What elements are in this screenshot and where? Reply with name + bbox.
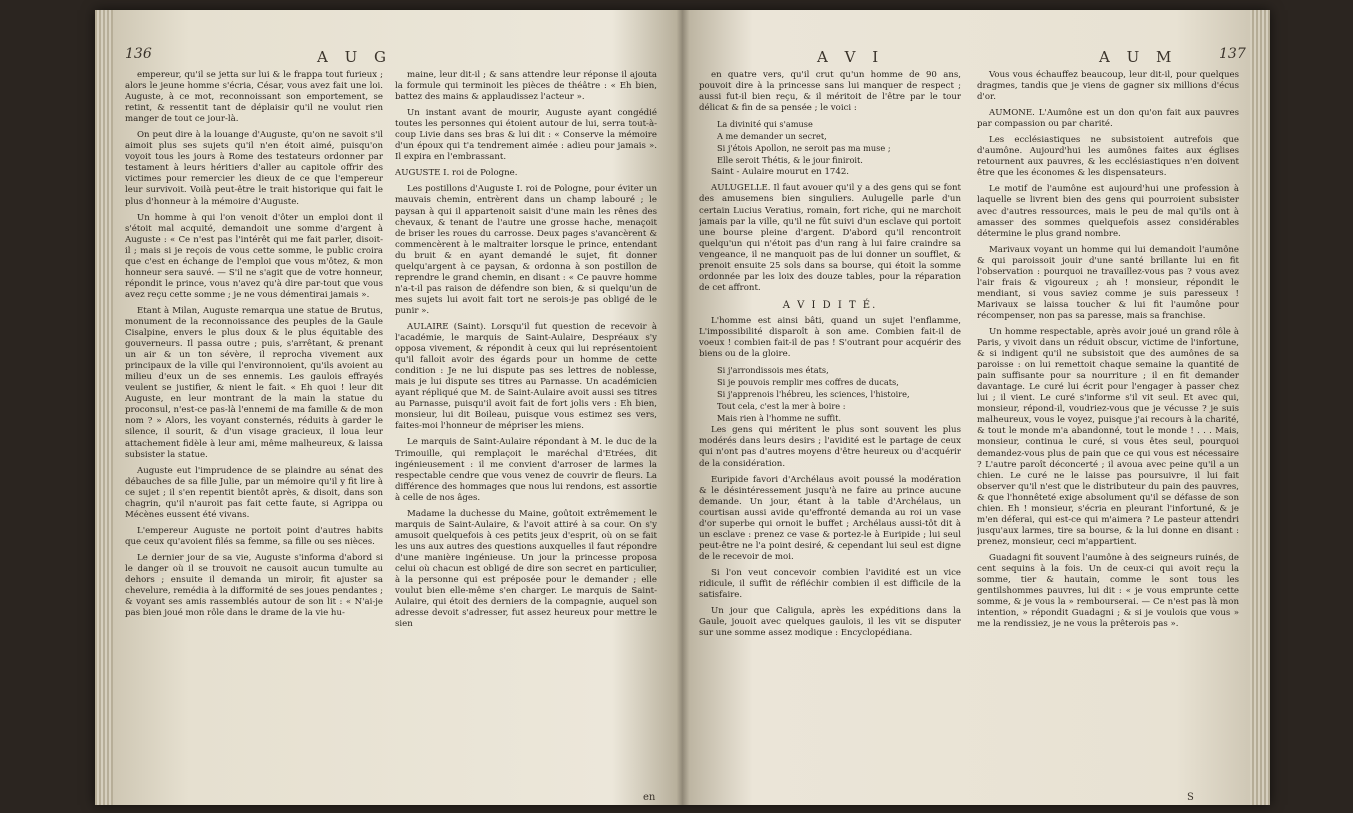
verse-line: La divinité qui s'amuse <box>717 119 813 130</box>
section-heading: A V I D I T É. <box>782 299 878 311</box>
paragraph: Les ecclésiastiques ne subsistoient autrefois que d'aumône. Aujourd'hui les aumônes faites aux églises retournent aux pauvres, & les ecclésiastiques n'en doivent être que les économes & les dispensateurs. <box>977 135 1239 179</box>
paragraph: Un instant avant de mourir, Auguste ayant congédié toutes les personnes qui étoient autour de lui, serra tout-à-coup Livie dans ses bras & lui dit : « Conserve la mémoire d'un époux qui t'a tendrement aimée : adieu pour jamais ». Il expira en l'embrassant. <box>395 108 657 163</box>
paragraph: Un jour que Caligula, après les expéditions dans la Gaule, jouoit avec quelques gaulois, il les vit se disputer sur une somme assez modique : Encyclopédiana. <box>699 606 961 639</box>
paragraph: Euripide favori d'Archélaus avoit poussé la modération & le désintéressement jusqu'à ne faire au prince aucune demande. Un jour, étant à la table d'Archélaus, un courtisan aussi avide qu'effronté demanda au roi un vase d'or superbe qui ornoit le buffet ; Archélaus aussi-tôt dit à un esclave : prenez ce vase & portez-le à Euripide ; lui seul peut-être ne l'a point desiré, & cependant lui seul est digne de le recevoir de moi. <box>699 474 961 562</box>
paragraph: Guadagni fit souvent l'aumône à des seigneurs ruinés, de cent sequins à la fois. Un de ceux-ci qui avoit reçu la somme, tier & hautain, comme le sont tous les gentilshommes pauvres, lui dit : « je vous emprunte cette somme, & je vous la » rembourserai. — Ce n'est pas là mon intention, » répondit Guadagni ; & si je voulois que vous » me la rendissiez, je ne vous la prêterois pas ». <box>977 552 1239 630</box>
paragraph: Saint - Aulaire mourut en 1742. <box>711 167 850 178</box>
paragraph: AUGUSTE I. roi de Pologne. <box>395 168 518 179</box>
paragraph: Un homme à qui l'on venoit d'ôter un emploi dont il s'étoit mal acquité, demandoit une somme d'argent à Auguste : « Ce n'est pas l'intérêt qui me fait parler, disoit-il ; mais si je reçois de vous cette somme, le public croira que c'est en échange de l'emploi que vous m'ôtez, & mon honneur sera sauvé. — S'il ne s'agit que de votre honneur, répondit le prince, vous n'avez qu'à dire par-tout que vous avez reçu cette somme ; je ne vous démentirai jamais ». <box>125 212 383 300</box>
book-spread <box>95 10 1270 805</box>
verse-line: Si j'étois Apollon, ne seroit pas ma muse ; <box>717 143 891 154</box>
left-catchword: en <box>643 792 656 803</box>
paragraph: Un homme respectable, après avoir joué un grand rôle à Paris, y vivoit dans un réduit obscur, victime de l'infortune, & si indigent qu'il ne subsistoit que des aumônes de sa paroisse : on lui remettoit chaque semaine la quantité de pain suffisante pour sa nourriture ; il en fit demander davantage. Le curé lui écrit pour l'engager à passer chez lui ; il vient. Le curé s'informe s'il vit seul. Et avec qui, monsieur, répond-il, voudriez-vous que je vécusse ? je suis malheureux, vous le voyez, puisque j'ai recours à la charité, & tout le monde m'a abandonné, tout le monde ! . . . Mais, monsieur, continua le curé, si vous êtes seul, pourquoi demandez-vous plus de pain que ce qui vous est nécessaire ? L'autre paroît déconcerté ; il avoua avec peine qu'il a un chien. Le curé ne le laisse pas poursuivre, il lui fait observer qu'il n'est que le distributeur du pain des pauvres, & que l'honnêteté exige absolument qu'il se défasse de son chien. Eh ! monsieur, s'écria en pleurant l'infortuné, & je m'en déferai, qui est-ce qui m'aimera ? Le pasteur attendri jusqu'aux larmes, tire sa bourse, & la lui donne en disant : prenez, monsieur, ceci m'appartient. <box>977 326 1239 547</box>
right-column-2 <box>977 70 1239 795</box>
left-column-2 <box>395 70 657 795</box>
paragraph: Auguste eut l'imprudence de se plaindre au sénat des débauches de sa fille Julie, par un mémoire qu'il y fit lire à ce sujet ; il s'en repentit bientôt après, & disoit, dans son chagrin, qu'il n'auroit pas fait cette faute, si Agrippa ou Mécènes eussent été vivans. <box>125 465 383 520</box>
left-column-1 <box>125 70 383 795</box>
verse-line: Tout cela, c'est la mer à boire : <box>717 401 846 412</box>
paragraph: Le motif de l'aumône est aujourd'hui une profession à laquelle se livrent bien des gens qui pourroient subsister avec d'autres ressources, mais le peu de mal qu'ils ont à amasser des sommes quelquefois assez considérables détermine le plus grand nombre. <box>977 184 1239 239</box>
paragraph: L'empereur Auguste ne portoit point d'autres habits que ceux qu'avoient filés sa femme, sa fille ou ses nièces. <box>125 525 383 547</box>
right-page <box>687 10 1270 805</box>
paragraph: Les gens qui méritent le plus sont souvent les plus modérés dans leurs desirs ; l'avidité est le partage de ceux qui n'ont pas d'autres moyens d'être heureux ou d'acquérir de la considération. <box>699 425 961 469</box>
left-page-number: 136 <box>125 46 152 62</box>
verse-line: Si j'apprenois l'hébreu, les sciences, l'histoire, <box>717 389 910 400</box>
verse-line: A me demander un secret, <box>717 131 827 142</box>
paragraph: AULUGELLE. Il faut avouer qu'il y a des gens qui se font des amusemens bien singuliers. Aulugelle parle d'un certain Lucius Veratius, romain, fort riche, qui ne marchoit jamais par la ville, qu'il ne fût suivi d'un esclave qui portoit une bourse pleine d'argent. D'abord qu'il rencontroit quelqu'un qui n'étoit pas d'un rang à lui faire craindre sa vengeance, il ne manquoit pas de lui donner un soufflet, & prenoit ensuite 25 sols dans sa bourse, qui étoit la somme ordonnée par les loix des douze tables, pour la réparation de cet affront. <box>699 183 961 293</box>
left-running-head: A U G <box>317 48 392 66</box>
paragraph: On peut dire à la louange d'Auguste, qu'on ne savoit s'il aimoit plus ses sujets qu'il n'en étoit aimé, puisqu'on voyoit tous les jours à Rome des testateurs ordonner par testament à leurs héritiers d'aller au capitole offrir des victimes pour remercier les dieux de ce que l'empereur leur survivoit. Voilà peut-être le trait historique qui fait le plus d'honneur à la mémoire d'Auguste. <box>125 130 383 207</box>
signature-mark: S <box>1187 792 1194 803</box>
verse-line: Elle seroit Thétis, & le jour finiroit. <box>717 155 863 166</box>
paragraph: en quatre vers, qu'il crut qu'un homme de 90 ans, pouvoit dire à la princesse sans lui manquer de respect ; aussi fut-il bien reçu, & il méritoit de l'être par le tour délicat & fin de sa pensée ; le voici : <box>699 70 961 114</box>
paragraph: Le marquis de Saint-Aulaire répondant à M. le duc de la Trimouille, qui remplaçoit le maréchal d'Etrées, dit ingénieusement : il me convient d'arroser de larmes la respectable cendre que vous venez de couvrir de fleurs. La différence des hommages que nous lui rendons, est assortie à celle de nos âges. <box>395 437 657 503</box>
paragraph: AULAIRE (Saint). Lorsqu'il fut question de recevoir à l'académie, le marquis de Saint-Aulaire, Despréaux s'y opposa vivement, & répondit à ceux qui lui représentoient qu'il falloit avoir des égards pour un homme de cette condition : Je ne lui dispute pas ses lettres de noblesse, mais je lui dispute ses titres au Parnasse. Un académicien ayant répliqué que M. de Saint-Aulaire avoit aussi ses titres au Parnasse, puisqu'il avoit fait de fort jolis vers : Eh bien, monsieur, lui dit Boileau, puisque vous estimez ses vers, faites-moi l'honneur de mépriser les miens. <box>395 321 657 432</box>
verse-line: Si j'arrondissois mes états, <box>717 365 829 376</box>
paragraph: Vous vous échauffez beaucoup, leur dit-il, pour quelques dragmes, tandis que je viens de gagner six millions d'écus d'or. <box>977 70 1239 103</box>
paragraph: Marivaux voyant un homme qui lui demandoit l'aumône & qui paroissoit jouir d'une santé brillante lui en fit l'observation : pourquoi ne travaillez-vous pas ? vous avez l'air frais & vigoureux ; ah ! monsieur, répondit le mendiant, si vous saviez comme je suis paresseux ! Marivaux se laissa toucher & lui fit l'aumône pour récompenser, non pas sa paresse, mais sa franchise. <box>977 244 1239 321</box>
paragraph: Madame la duchesse du Maine, goûtoit extrêmement le marquis de Saint-Aulaire, & l'avoit attiré à sa cour. On s'y amusoit quelquefois à ces petits jeux d'esprit, où on se fait les uns aux autres des questions auxquelles il faut répondre d'une manière ingénieuse. Un jour la princesse proposa celui où chacun est obligé de dire son secret en particulier, à la personne qui est préposée pour le demander ; elle voulut bien elle-même s'en charger. Le marquis de Saint-Aulaire, qui étoit des derniers de la compagnie, auquel son adresse devoit s'adresser, fut assez heureux pour mettre le sien <box>395 508 657 630</box>
verse-line: Si je pouvois remplir mes coffres de ducats, <box>717 377 899 388</box>
right-running-head-right: A U M <box>1099 48 1178 66</box>
paragraph: Etant à Milan, Auguste remarqua une statue de Brutus, monument de la reconnoissance des peuples de la Gaule Cisalpine, envers le plus doux & le plus équitable des gouverneurs. Il passa outre ; puis, s'arrêtant, & prenant un air & un ton sévère, il reprocha vivement aux principaux de la ville qui l'environnoient, qu'ils avoient au milieu d'eux un de ses ennemis. Les gaulois effrayés veulent se justifier, & nient le fait. « Eh quoi ! leur dit Auguste, en leur montrant de la main la statue du proconsul, n'est-ce pas-là l'ennemi de ma famille & de mon nom ? » Alors, les voyant consternés, réduits à garder le silence, il sourit, & d'un visage gracieux, il loua leur attachement fidèle à leur ami, même malheureux, & laissa subsister la statue. <box>125 305 383 460</box>
paragraph: L'homme est ainsi bâti, quand un sujet l'enflamme, L'impossibilité disparoît à son ame. Combien fait-il de voeux ! combien fait-il de pas ! S'outrant pour acquérir des biens ou de la gloire. <box>699 315 961 360</box>
paragraph: Les postillons d'Auguste I. roi de Pologne, pour éviter un mauvais chemin, entrèrent dans un champ labouré ; le paysan à qui il appartenoit saisit d'une main les rênes des chevaux, & tenant de l'autre une grosse hache, menaçoit de briser les roues du carrosse. Deux pages s'avancèrent & commencèrent à le maltraiter lorsque le prince, entendant du bruit & en ayant demandé le sujet, fit donner quelqu'argent à ce paysan, & ordonna à son postillon de reprendre le grand chemin, en disant : « Ce pauvre homme n'a-t-il pas raison de défendre son bien, & si quelqu'un de mes sujets lui avoit fait tort ne serois-je pas obligé de le punir ». <box>395 184 657 316</box>
paragraph: Si l'on veut concevoir combien l'avidité est un vice ridicule, il suffit de réfléchir combien il est difficile de la satisfaire. <box>699 567 961 601</box>
paragraph: Le dernier jour de sa vie, Auguste s'informa d'abord si le danger où il se trouvoit ne causoit aucun tumulte au dehors ; ensuite il demanda un miroir, fit ajuster sa chevelure, remédia à la difformité de ses joues pendantes ; & voyant ses amis rassemblés autour de son lit : « N'ai-je pas bien joué mon rôle dans le drame de la vie hu- <box>125 552 383 619</box>
paragraph: AUMONE. L'Aumône est un don qu'on fait aux pauvres par compassion ou par charité. <box>977 108 1239 130</box>
left-page <box>95 10 673 805</box>
right-page-number: 137 <box>1219 46 1246 62</box>
right-running-head-left: A V I <box>817 48 885 66</box>
paragraph: maine, leur dit-il ; & sans attendre leur réponse il ajouta la formule qui terminoit les pièces de théâtre : « Eh bien, battez des mains & applaudissez l'acteur ». <box>395 70 657 103</box>
verse-line: Mais rien à l'homme ne suffit. <box>717 413 841 424</box>
right-column-1 <box>699 70 961 795</box>
paragraph: empereur, qu'il se jetta sur lui & le frappa tout furieux ; alors le jeune homme s'écria, César, vous avez fait une loi. Auguste, à ce mot, reconnoissant son emportement, se retint, & ressentit tant de déplaisir qu'il ne voulut rien manger de tout ce jour-là. <box>125 70 383 125</box>
